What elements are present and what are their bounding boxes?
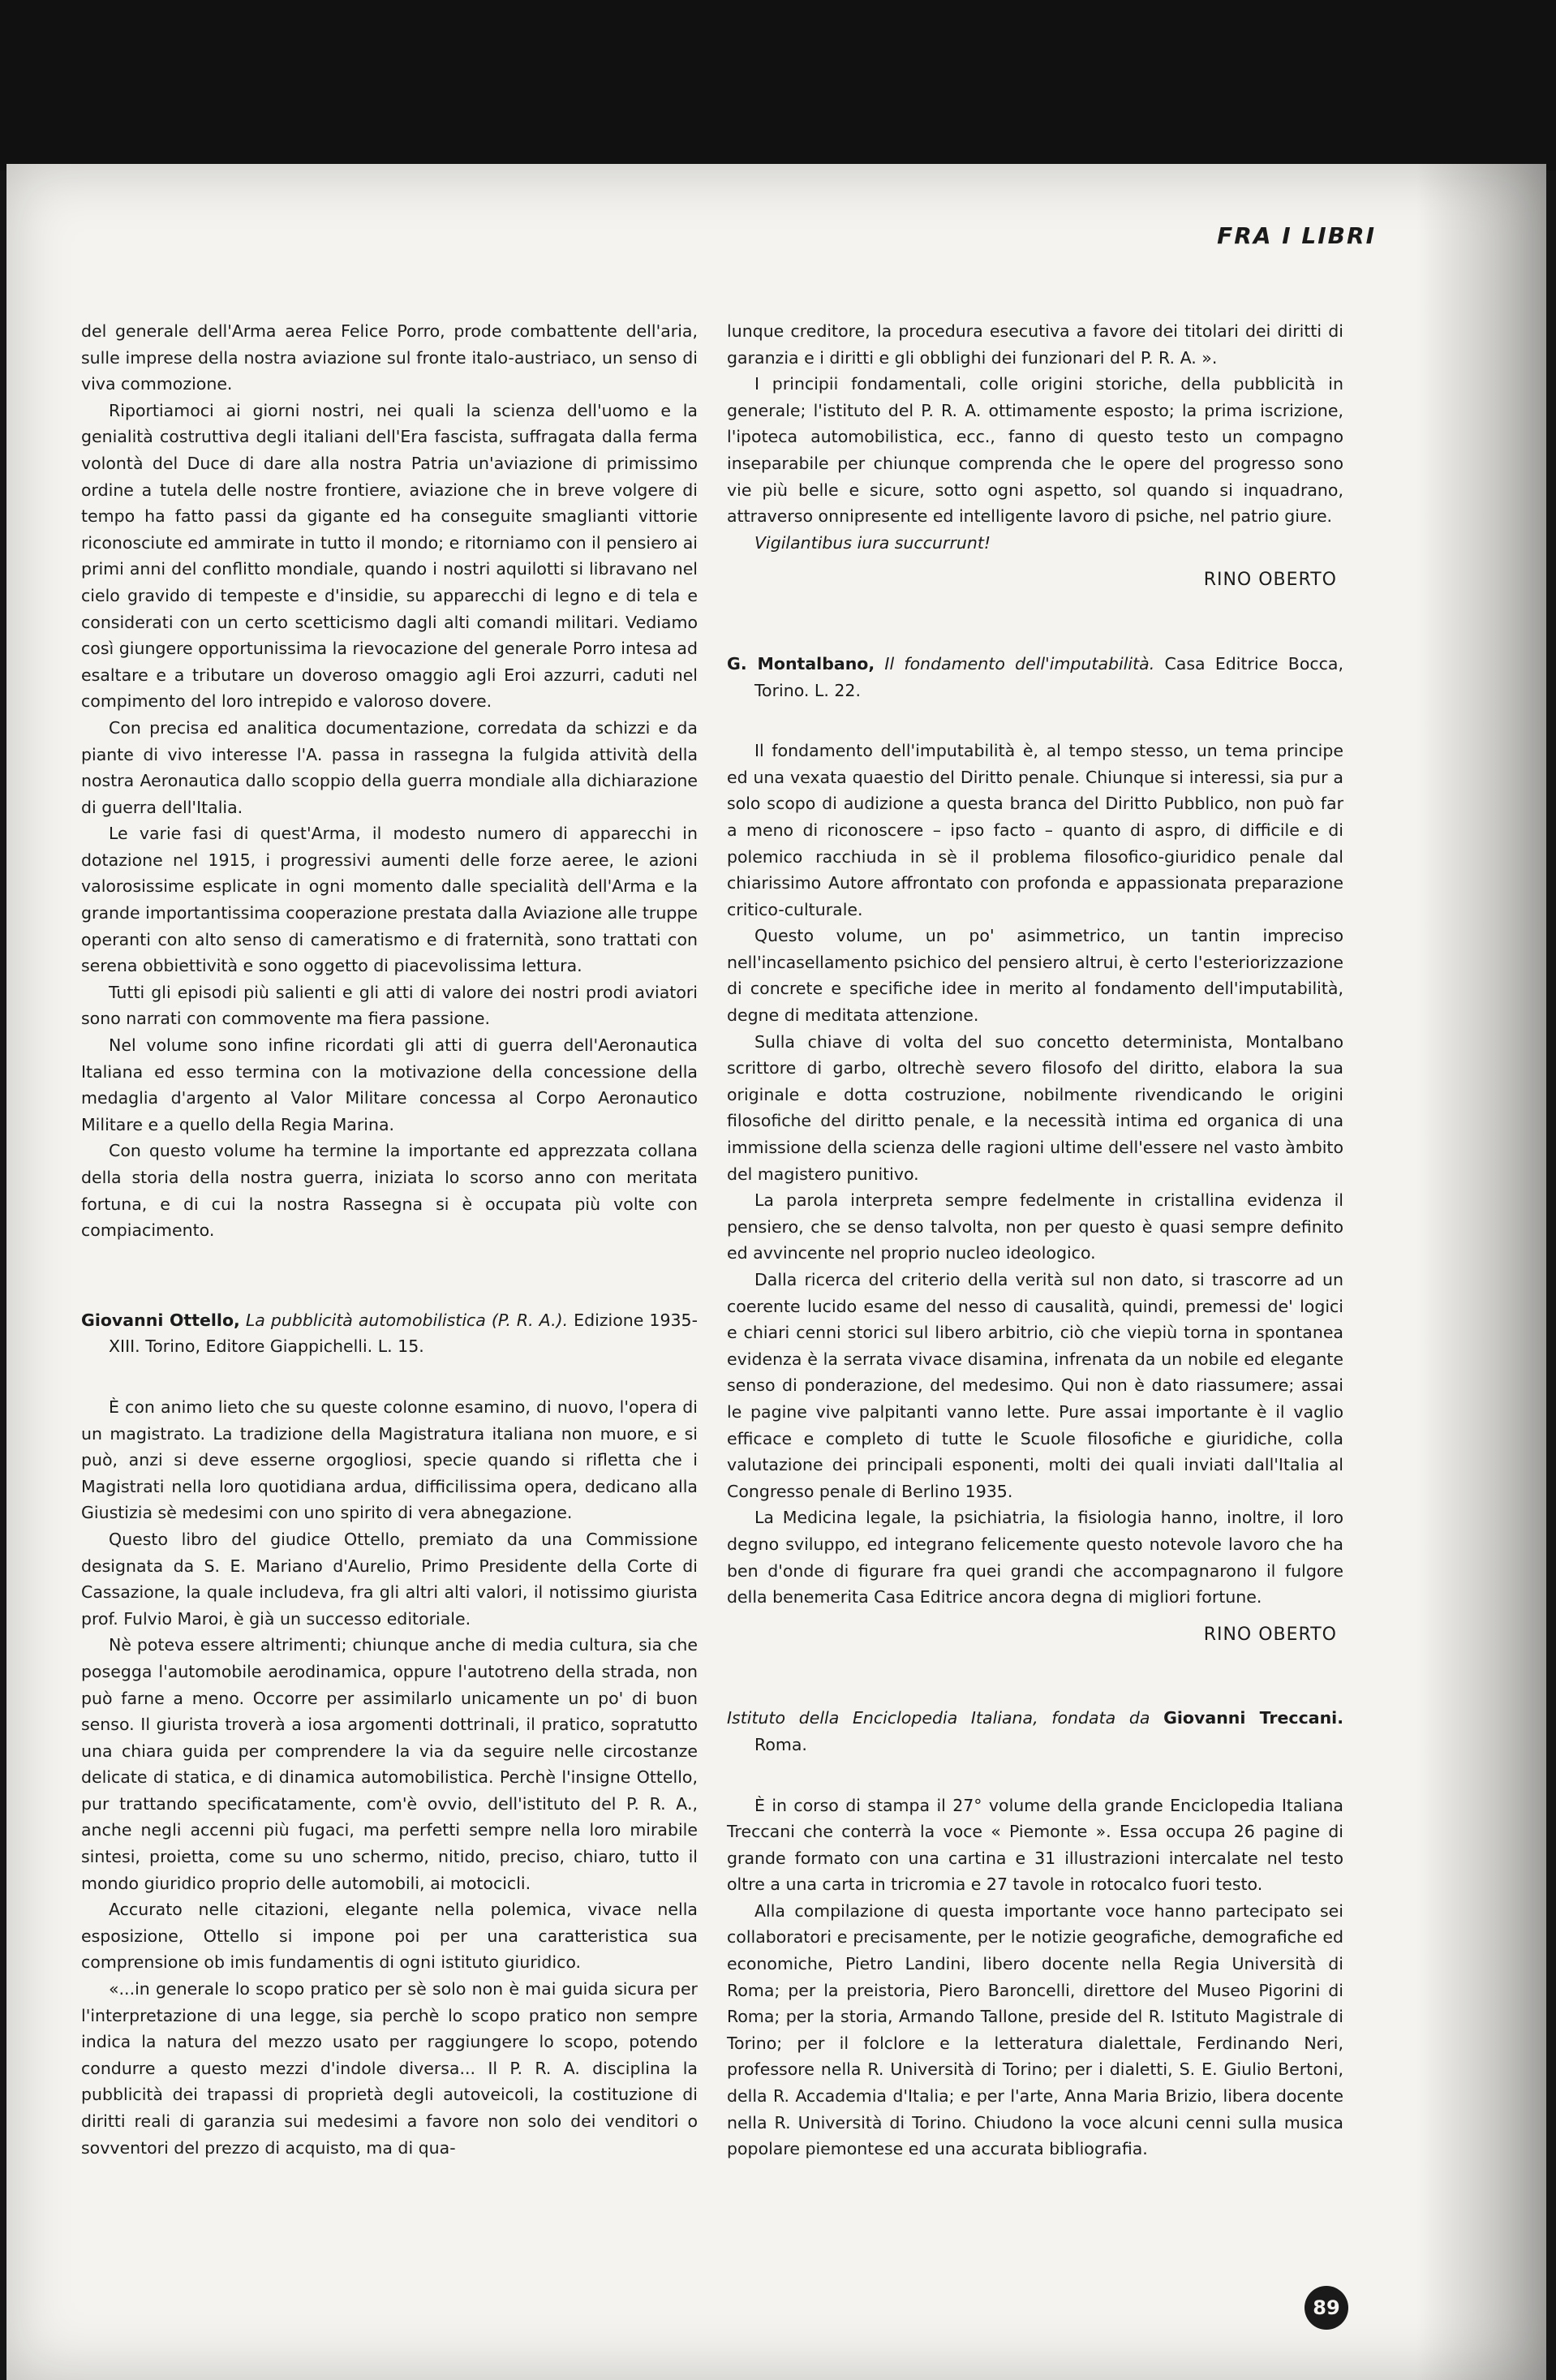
review-title: La pubblicità automobilistica (P. R. A.). [245,1310,569,1330]
signature-rino-oberto-2: RINO OBERTO [1203,1624,1337,1645]
paragraph: Il fondamento dell'imputabilità è, al tempo stesso, un tema principe ed una vexata quaestio del Diritto penale. Chiunque si interessi, sia pur a solo scopo di audizione a questa branca del Diritto Pubblico, non può far a meno di riconoscere – ipso facto – quanto di aspro, di difficile e di polemico racchiuda in sè il problema filosofico-giuridico penale dal chiarissimo Autore affrontato con profonda e appassionata preparazione critico-culturale. [727,741,1343,919]
review-heading-montalbano [727,651,1343,704]
review-title: Istituto della Enciclopedia Italiana, fondata da [727,1708,1150,1728]
paragraph: La parola interpreta sempre fedelmente in cristallina evidenza il pensiero, che se denso talvolta, non per questo è quasi sempre definito ed avvincente nel proprio nucleo ideologico. [727,1190,1343,1263]
paragraph: La Medicina legale, la psichiatria, la fisiologia hanno, inoltre, il loro degno sviluppo, ed integrano felicemente questo notevole lavoro che ha ben d'onde di figurare fra quei grandi che accompagnarono il fulgore della benemerita Casa Editrice ancora degna di migliori fortune. [727,1508,1343,1607]
paragraph: del generale dell'Arma aerea Felice Porro, prode combattente dell'aria, sulle imprese della nostra aviazione sul fronte italo-austriaco, un senso di viva commozione. [81,321,698,394]
paragraph: Sulla chiave di volta del suo concetto determinista, Montalbano scrittore di garbo, oltrechè severo filosofo del diritto, elabora la sua originale e dotta costruzione, nobilmente rivendicando le origini filosofiche del diritto penale, e la necessità intima ed organica di una immissione della scienza delle ragioni ultime dell'essere nel vasto àmbito del magistero punitivo. [727,1031,1343,1184]
book-page [6,164,1546,2380]
signature-rino-oberto: RINO OBERTO [1203,570,1337,591]
paragraph: Accurato nelle citazioni, elegante nella polemica, vivace nella esposizione, Ottello si impone poi per una caratteristica sua comprensione ob imis fundamentis di ogni istituto giuridico. [81,1900,698,1973]
review-heading-ottello [81,1307,698,1360]
page-number: 89 [1305,2286,1348,2330]
paragraph: Alla compilazione di questa importante voce hanno partecipato sei collaboratori e precisamente, per le notizie geografiche, demografiche ed economiche, Pietro Landini, libero docente nella Regia Università di Roma; per la preistoria, Piero Baroncelli, direttore del Museo Pigorini di Roma; per la storia, Armando Tallone, preside del R. Istituto Magistrale di Torino; per il folclore e la letteratura dialettale, Ferdinando Neri, professore nella R. Università di Torino; per i dialetti, S. E. Giulio Bertoni, della R. Accademia d'Italia; e per l'arte, Anna Maria Brizio, libera docente nella R. Università di Torino. Chiudono la voce alcuni cenni sulla musica popolare piemontese ed una accurata bibliografia. [727,1900,1343,2159]
right-column [727,318,1343,2163]
paragraph: «...in generale lo scopo pratico per sè solo non è mai guida sicura per l'interpretazione di una legge, sia perchè lo scopo pratico non sempre indica la natura del mezzo usato per raggiungere lo scopo, potendo condurre a questo mezzi d'indole diversa... Il P. R. A. disciplina la pubblicità dei trapassi di proprietà degli autoveicoli, la costituzione di diritti reali di garanzia sui medesimi a favore non solo dei venditori o sovventori del prezzo di acquisto, ma di qua- [81,1979,698,2158]
left-column [81,318,698,2161]
paragraph: lunque creditore, la procedura esecutiva a favore dei titolari dei diritti di garanzia e i diritti e gli obblighi dei funzionari del P. R. A. ». [727,321,1343,368]
paragraph: Questo libro del giudice Ottello, premiato da una Commissione designata da S. E. Mariano d'Aurelio, Primo Presidente della Corte di Cassazione, la quale includeva, fra gli altri alti valori, il notissimo giurista prof. Fulvio Maroi, è già un successo editoriale. [81,1529,698,1629]
review-author: G. Montalbano, [727,653,875,674]
paragraph: I principii fondamentali, colle origini storiche, della pubblicità in generale; l'istituto del P. R. A. ottimamente esposto; la prima iscrizione, l'ipoteca automobilistica, ecc., fanno di questo testo un compagno inseparabile per chiunque comprenda che le opere del progresso sono vie più belle e sicure, sotto ogni aspetto, sol quando si inquadrano, attraverso onnipresente ed intelligente lavoro di psiche, nel patrio giure. [727,374,1343,527]
paragraph: È con animo lieto che su queste colonne esamino, di nuovo, l'opera di un magistrato. La tradizione della Magistratura italiana non muore, e si può, anzi si deve esserne orgogliosi, specie quando si rifletta che i Magistrati nella loro quotidiana ardua, difficilissima opera, dedicano alla Giustizia sè medesimi con uno spirito di vera abnegazione. [81,1397,698,1523]
review-author: Giovanni Treccani. [1163,1708,1343,1728]
paragraph: È in corso di stampa il 27° volume della grande Enciclopedia Italiana Treccani che conterrà la voce « Piemonte ». Essa occupa 26 pagine di grande formato con una cartina e 31 illustrazioni intercalate nel testo oltre a una carta in tricromia e 27 tavole in rotocalco fuori testo. [727,1795,1343,1895]
latin-motto: Vigilantibus iura succurrunt! [754,532,991,553]
paragraph: Tutti gli episodi più salienti e gli atti di valore dei nostri prodi aviatori sono narrati con commovente ma fiera passione. [81,982,698,1029]
paragraph: Dalla ricerca del criterio della verità sul non dato, si trascorre ad un coerente lucido esame del nesso di causalità, quindi, premessi de' logici e chiari cenni storici sul libero arbitrio, ciò che viepiù torna in spontanea evidenza è la serrata vivace disamina, infrenata da un nobile ed elegante senso di ponderazione, del medesimo. Qui non è dato riassumere; assai le pagine vive palpitanti vanno lette. Pure assai importante è il vaglio efficace e completo di tutte le Scuole filosofiche e giuridiche, colla valutazione dei principali esponenti, molti dei quali inviati dall'Italia al Congresso penale di Berlino 1935. [727,1270,1343,1501]
paragraph: Le varie fasi di quest'Arma, il modesto numero di apparecchi in dotazione nel 1915, i progressivi aumenti delle forze aeree, le azioni valorosissime esplicate in ogni momento dalle specialità dell'Arma e la grande importantissima cooperazione prestata dalla Aviazione alle truppe operanti con alto senso di cameratismo e di fraternità, sono trattati con serena obbiettività e sono oggetto di piacevolissima lettura. [81,824,698,976]
scan-dark-border [0,0,1556,170]
paragraph: Con precisa ed analitica documentazione, corredata da schizzi e da piante di vivo interesse l'A. passa in rassegna la fulgida attività della nostra Aeronautica dallo scoppio della guerra mondiale alla dichiarazione di guerra dell'Italia. [81,717,698,817]
paragraph: Nel volume sono infine ricordati gli atti di guerra dell'Aeronautica Italiana ed esso termina con la motivazione della concessione della medaglia d'argento al Valor Militare concessa al Corpo Aeronautico Militare e a quello della Regia Marina. [81,1035,698,1134]
paragraph: Nè poteva essere altrimenti; chiunque anche di media cultura, sia che posegga l'automobile aerodinamica, oppure l'autotreno della strada, non può farne a meno. Occorre per assimilarlo unicamente un po' di buon senso. Il giurista troverà a iosa argomenti dottrinali, il pratico, sopratutto una chiara guida per comprendere la via da seguire nelle circostanze delicate di statica, e di dinamica automobilistica. Perchè l'insigne Ottello, pur trattando specificatamente, com'è ovvio, dell'istituto del P. R. A., anche negli accenni più fugaci, ma perfetti sempre nella loro mirabile sintesi, proietta, come su uno schermo, nitido, preciso, chiaro, tutto il mondo giuridico proprio delle automobili, ai motocicli. [81,1635,698,1893]
paragraph: Riportiamoci ai giorni nostri, nei quali la scienza dell'uomo e la genialità costruttiva degli italiani dell'Era fascista, suffragata dalla ferma volontà del Duce di dare alla nostra Patria un'aviazione di primissimo ordine a tutela delle nostre frontiere, aviazione che in breve volgere di tempo ha fatto passi da gigante ed ha conseguite smaglianti vittorie riconosciute ed ammirate in tutto il mondo; e ritorniamo con il pensiero ai primi anni del conflitto mondiale, quando i nostri aquilotti si libravano nel cielo gravido di tempeste e d'insidie, su apparecchi di legno e di tela e considerati con un certo scetticismo dagli alti comandi militari. Vediamo così giungere opportunissima la rievocazione del generale Porro intesa ad esaltare e a tributare un doveroso omaggio agli Eroi azzurri, caduti nel compimento del loro intrepido e valoroso dovere. [81,400,698,712]
paragraph: Questo volume, un po' asimmetrico, un tantin impreciso nell'incasellamento psichico del pensiero altrui, è certo l'esteriorizzazione di concrete e specifiche idee in merito al fondamento dell'imputabilità, degne di meditata attenzione. [727,926,1343,1026]
review-details: Roma. [754,1734,807,1754]
review-details: Casa Editrice Bocca, Torino. L. 22. [754,653,1343,700]
review-author: Giovanni Ottello, [81,1310,240,1330]
review-heading-treccani [727,1705,1343,1758]
review-title: Il fondamento dell'imputabilità. [884,653,1155,674]
review-details: Edizione 1935-XIII. Torino, Editore Giappichelli. L. 15. [109,1310,698,1357]
paragraph: Con questo volume ha termine la importante ed apprezzata collana della storia della nostra guerra, iniziata lo scorso anno con meritata fortuna, e di cui la nostra Rassegna si è occupata più volte con compiacimento. [81,1141,698,1241]
running-head: FRA I LIBRI [1217,222,1376,249]
